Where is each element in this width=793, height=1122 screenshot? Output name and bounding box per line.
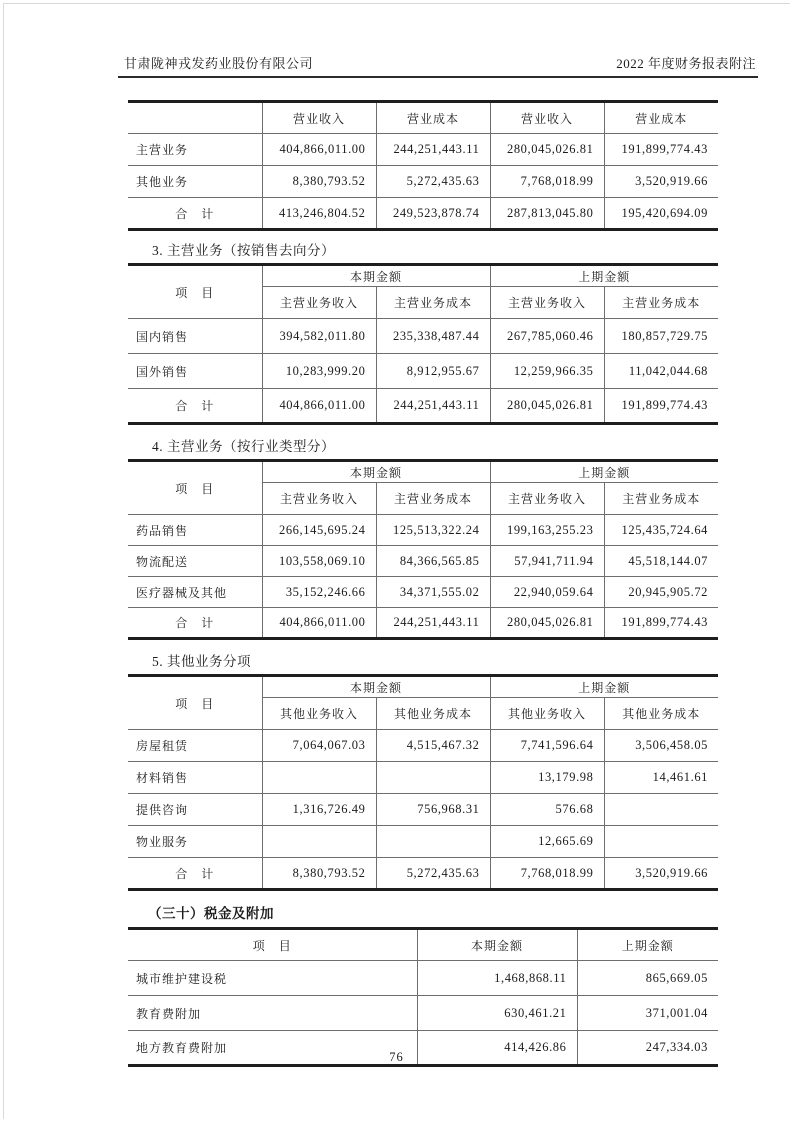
amount-cell: 267,785,060.46 <box>490 319 604 354</box>
amount-cell: 180,857,729.75 <box>604 319 718 354</box>
amount-cell: 8,912,955.67 <box>376 354 490 389</box>
amount-cell: 4,515,467.32 <box>376 730 490 762</box>
amount-cell: 8,380,793.52 <box>262 858 376 890</box>
col-header: 主营业务收入 <box>262 483 376 515</box>
section-title-5: 5. 其他业务分项 <box>152 654 251 669</box>
table-row <box>128 354 718 389</box>
amount-cell: 266,145,695.24 <box>262 515 376 546</box>
col-header: 营业成本 <box>376 102 490 134</box>
amount-cell: 103,558,069.10 <box>262 546 376 577</box>
row-label: 国外销售 <box>128 354 262 389</box>
amount-cell: 413,246,804.52 <box>262 198 376 230</box>
col-header: 主营业务收入 <box>262 287 376 319</box>
col-header: 其他业务收入 <box>262 698 376 730</box>
amount-cell: 1,316,726.49 <box>262 794 376 826</box>
amount-cell: 414,426.86 <box>417 1031 577 1066</box>
report-title: 2022 年度财务报表附注 <box>616 56 756 71</box>
amount-cell: 244,251,443.11 <box>376 134 490 166</box>
row-label: 主营业务 <box>128 134 262 166</box>
current-period-header: 本期金额 <box>262 265 490 287</box>
table-row <box>128 996 718 1031</box>
col-header: 其他业务成本 <box>604 698 718 730</box>
amount-cell: 125,435,724.64 <box>604 515 718 546</box>
table-total-row <box>128 389 718 424</box>
total-label: 合 计 <box>128 198 262 230</box>
document-body <box>128 100 718 1067</box>
amount-cell: 13,179.98 <box>490 762 604 794</box>
col-header: 主营业务成本 <box>604 483 718 515</box>
row-label: 提供咨询 <box>128 794 262 826</box>
row-label: 物流配送 <box>128 546 262 577</box>
amount-cell: 20,945,905.72 <box>604 577 718 608</box>
row-label: 物业服务 <box>128 826 262 858</box>
amount-cell: 5,272,435.63 <box>376 858 490 890</box>
table-taxes-and-surcharges <box>128 927 718 1067</box>
amount-cell: 3,506,458.05 <box>604 730 718 762</box>
col-header: 主营业务收入 <box>490 287 604 319</box>
row-label: 其他业务 <box>128 166 262 198</box>
section-title-3: 3. 主营业务（按销售去向分） <box>152 243 335 258</box>
amount-cell <box>376 762 490 794</box>
amount-cell: 8,380,793.52 <box>262 166 376 198</box>
row-label: 教育费附加 <box>128 996 417 1031</box>
amount-cell: 34,371,555.02 <box>376 577 490 608</box>
amount-cell: 191,899,774.43 <box>604 134 718 166</box>
col-header: 主营业务收入 <box>490 483 604 515</box>
amount-cell: 3,520,919.66 <box>604 166 718 198</box>
amount-cell: 7,768,018.99 <box>490 858 604 890</box>
amount-cell: 191,899,774.43 <box>604 608 718 639</box>
row-label: 国内销售 <box>128 319 262 354</box>
total-label: 合 计 <box>128 608 262 639</box>
table-row <box>128 577 718 608</box>
amount-cell: 22,940,059.64 <box>490 577 604 608</box>
col-header: 主营业务成本 <box>376 287 490 319</box>
current-period-header: 本期金额 <box>262 461 490 483</box>
current-period-header: 本期金额 <box>262 676 490 698</box>
amount-cell <box>262 826 376 858</box>
table-group-header-row <box>128 461 718 483</box>
table-main-business-by-destination <box>128 263 718 425</box>
total-label: 合 计 <box>128 389 262 424</box>
table-row <box>128 134 718 166</box>
table-row <box>128 319 718 354</box>
amount-cell: 756,968.31 <box>376 794 490 826</box>
prior-period-header: 上期金额 <box>490 265 718 287</box>
table-header-row <box>128 102 718 134</box>
amount-cell <box>604 826 718 858</box>
amount-cell: 12,665.69 <box>490 826 604 858</box>
amount-cell: 45,518,144.07 <box>604 546 718 577</box>
table-row <box>128 826 718 858</box>
amount-cell: 576.68 <box>490 794 604 826</box>
amount-cell: 247,334.03 <box>577 1031 718 1066</box>
amount-cell: 35,152,246.66 <box>262 577 376 608</box>
prior-period-header: 上期金额 <box>490 676 718 698</box>
amount-cell: 191,899,774.43 <box>604 389 718 424</box>
amount-cell: 244,251,443.11 <box>376 608 490 639</box>
prior-period-header: 上期金额 <box>490 461 718 483</box>
table-total-row <box>128 608 718 639</box>
amount-cell: 865,669.05 <box>577 961 718 996</box>
row-label: 药品销售 <box>128 515 262 546</box>
amount-cell: 10,283,999.20 <box>262 354 376 389</box>
prior-period-header: 上期金额 <box>577 929 718 961</box>
table-row <box>128 730 718 762</box>
table-row <box>128 794 718 826</box>
table-row <box>128 515 718 546</box>
amount-cell <box>262 762 376 794</box>
document-header <box>118 48 758 78</box>
amount-cell: 57,941,711.94 <box>490 546 604 577</box>
amount-cell: 199,163,255.23 <box>490 515 604 546</box>
col-header: 营业收入 <box>262 102 376 134</box>
amount-cell: 125,513,322.24 <box>376 515 490 546</box>
row-label: 房屋租赁 <box>128 730 262 762</box>
table-total-row <box>128 198 718 230</box>
table-row <box>128 546 718 577</box>
amount-cell: 195,420,694.09 <box>604 198 718 230</box>
amount-cell: 280,045,026.81 <box>490 389 604 424</box>
col-header: 其他业务成本 <box>376 698 490 730</box>
amount-cell: 3,520,919.66 <box>604 858 718 890</box>
table-revenue-cost-summary <box>128 100 718 231</box>
table-total-row <box>128 858 718 890</box>
table-main-business-by-industry <box>128 459 718 640</box>
col-header: 主营业务成本 <box>604 287 718 319</box>
amount-cell: 287,813,045.80 <box>490 198 604 230</box>
table-row <box>128 762 718 794</box>
row-label: 材料销售 <box>128 762 262 794</box>
item-column-header: 项 目 <box>128 676 262 730</box>
col-header: 营业成本 <box>604 102 718 134</box>
amount-cell: 280,045,026.81 <box>490 134 604 166</box>
section-title-4: 4. 主营业务（按行业类型分） <box>152 439 335 454</box>
row-label: 城市维护建设税 <box>128 961 417 996</box>
row-label: 地方教育费附加 <box>128 1031 417 1066</box>
amount-cell: 394,582,011.80 <box>262 319 376 354</box>
amount-cell: 244,251,443.11 <box>376 389 490 424</box>
total-label: 合 计 <box>128 858 262 890</box>
item-column-header: 项 目 <box>128 265 262 319</box>
amount-cell: 11,042,044.68 <box>604 354 718 389</box>
section-title-30: （三十）税金及附加 <box>148 906 274 921</box>
table-header-row <box>128 929 718 961</box>
amount-cell: 12,259,966.35 <box>490 354 604 389</box>
amount-cell <box>376 826 490 858</box>
amount-cell: 235,338,487.44 <box>376 319 490 354</box>
row-label: 医疗器械及其他 <box>128 577 262 608</box>
table-group-header-row <box>128 265 718 287</box>
blank-header-cell <box>128 102 262 134</box>
item-column-header: 项 目 <box>128 929 417 961</box>
col-header: 主营业务成本 <box>376 483 490 515</box>
amount-cell: 7,741,596.64 <box>490 730 604 762</box>
col-header: 其他业务收入 <box>490 698 604 730</box>
amount-cell: 404,866,011.00 <box>262 134 376 166</box>
table-row <box>128 961 718 996</box>
amount-cell: 1,468,868.11 <box>417 961 577 996</box>
item-column-header: 项 目 <box>128 461 262 515</box>
amount-cell: 404,866,011.00 <box>262 608 376 639</box>
amount-cell: 7,064,067.03 <box>262 730 376 762</box>
col-header: 营业收入 <box>490 102 604 134</box>
page-number: 76 <box>389 1050 404 1064</box>
amount-cell: 371,001.04 <box>577 996 718 1031</box>
table-row <box>128 166 718 198</box>
amount-cell: 404,866,011.00 <box>262 389 376 424</box>
amount-cell: 249,523,878.74 <box>376 198 490 230</box>
table-group-header-row <box>128 676 718 698</box>
amount-cell: 7,768,018.99 <box>490 166 604 198</box>
current-period-header: 本期金额 <box>417 929 577 961</box>
amount-cell <box>604 794 718 826</box>
amount-cell: 84,366,565.85 <box>376 546 490 577</box>
amount-cell: 14,461.61 <box>604 762 718 794</box>
table-other-business-items <box>128 674 718 891</box>
amount-cell: 280,045,026.81 <box>490 608 604 639</box>
company-name: 甘肃陇神戎发药业股份有限公司 <box>124 56 314 71</box>
amount-cell: 5,272,435.63 <box>376 166 490 198</box>
amount-cell: 630,461.21 <box>417 996 577 1031</box>
